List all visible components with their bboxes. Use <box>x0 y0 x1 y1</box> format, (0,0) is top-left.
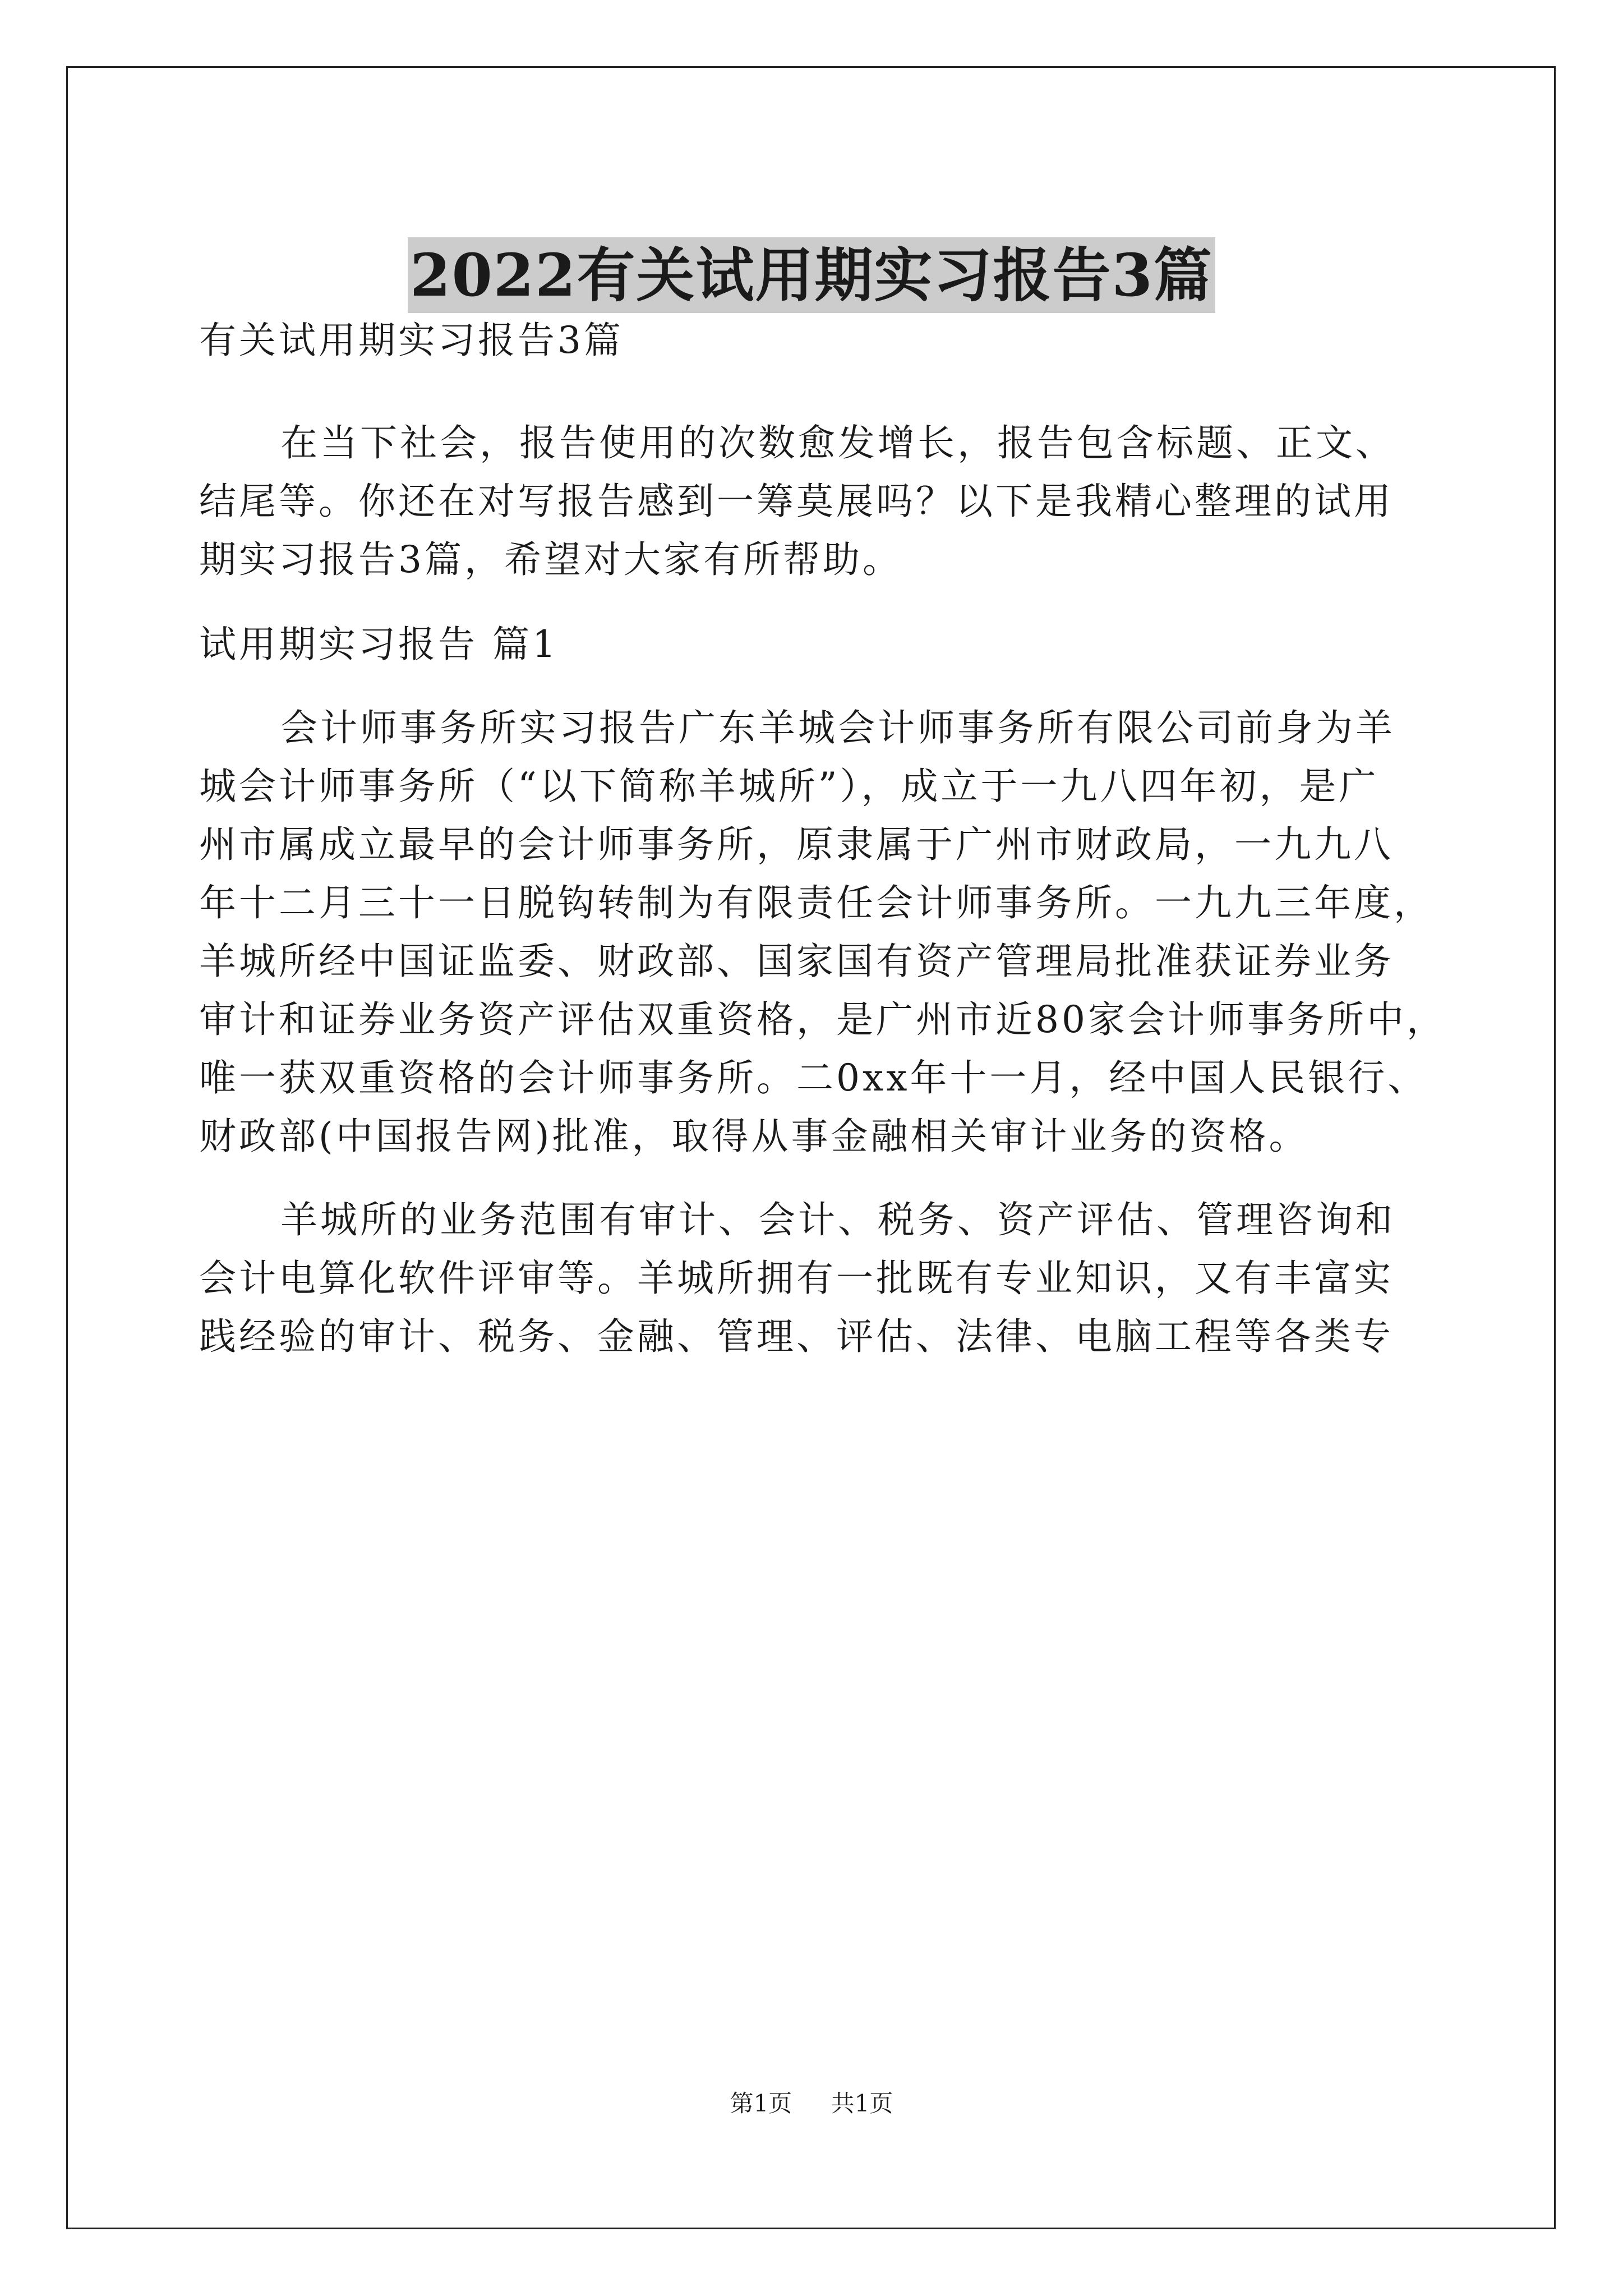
page-footer <box>0 2087 1623 2120</box>
paragraph-intro <box>199 414 1436 589</box>
page-number: 第1页 <box>730 2090 792 2117</box>
text-line: 城会计师事务所（“以下简称羊城所”），成立于一九八四年初，是广 <box>199 765 1379 808</box>
text-line: 羊城所的业务范围有审计、会计、税务、资产评估、管理咨询和 <box>280 1198 1395 1241</box>
section-heading-text: 试用期实习报告 篇1 <box>199 623 559 666</box>
text-line: 践经验的审计、税务、金融、管理、评估、法律、电脑工程等各类专 <box>199 1315 1394 1358</box>
text-line: 期实习报告3篇，希望对大家有所帮助。 <box>199 538 902 581</box>
document-title: 2022有关试用期实习报告3篇 <box>0 233 1623 318</box>
document-body <box>199 311 1446 1366</box>
document-subtitle: 有关试用期实习报告3篇 <box>199 319 624 362</box>
text-line: 唯一获双重资格的会计师事务所。二0xx年十一月，经中国人民银行、 <box>199 1056 1428 1099</box>
text-line: 会计师事务所实习报告广东羊城会计师事务所有限公司前身为羊 <box>280 706 1395 749</box>
paragraph-body-2 <box>199 1191 1436 1366</box>
text-line: 财政部(中国报告网)批准，取得从事金融相关审计业务的资格。 <box>199 1115 1309 1158</box>
section-heading <box>199 615 1436 674</box>
text-line: 会计电算化软件评审等。羊城所拥有一批既有专业知识，又有丰富实 <box>199 1257 1394 1300</box>
text-line: 在当下社会，报告使用的次数愈发增长，报告包含标题、正文、 <box>280 421 1395 464</box>
page-total: 共1页 <box>831 2090 893 2117</box>
text-line: 审计和证券业务资产评估双重资格，是广州市近80家会计师事务所中， <box>199 998 1446 1041</box>
text-line: 年十二月三十一日脱钩转制为有限责任会计师事务所。一九九三年度， <box>199 881 1433 924</box>
text-line: 结尾等。你还在对写报告感到一筹莫展吗？以下是我精心整理的试用 <box>199 480 1394 523</box>
text-line: 羊城所经中国证监委、财政部、国家国有资产管理局批准获证券业务 <box>199 940 1394 983</box>
text-line: 州市属成立最早的会计师事务所，原隶属于广州市财政局，一九九八 <box>199 823 1394 866</box>
paragraph-body-1 <box>199 699 1446 1166</box>
